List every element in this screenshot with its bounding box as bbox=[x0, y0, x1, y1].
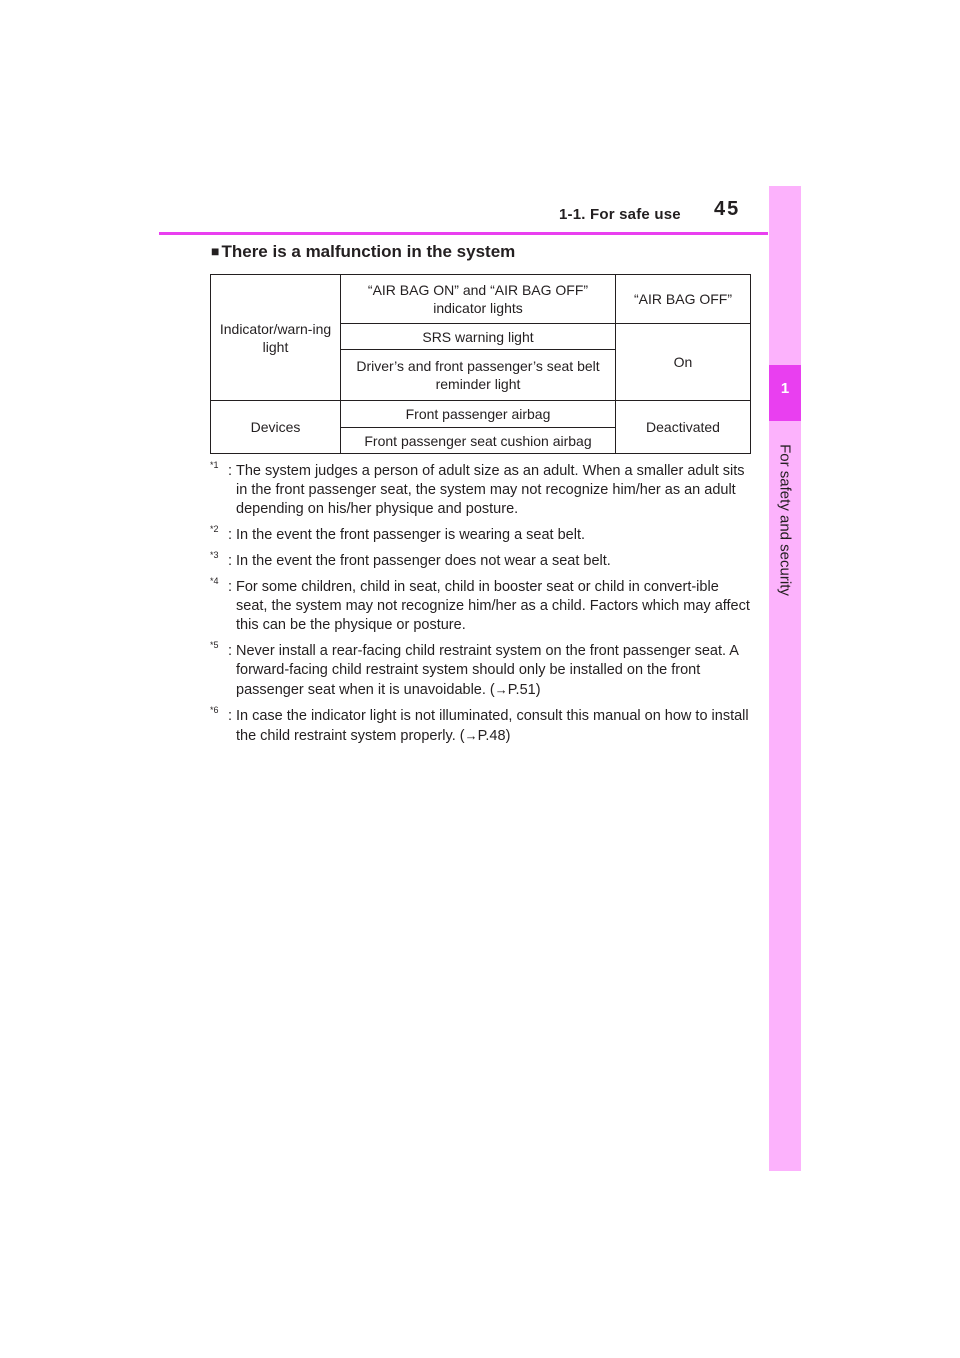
table-row bbox=[211, 275, 751, 324]
section-heading-text: There is a malfunction in the system bbox=[221, 242, 516, 261]
footnote-mark: *1 bbox=[210, 460, 219, 470]
footnote-item: *4 : For some children, child in seat, child in booster seat or child in convert-ible seat, the system may not recognize him/her as a child. Factors which may affect this can be the physique or posture. bbox=[210, 578, 750, 635]
table-cell: Front passenger seat cushion airbag bbox=[341, 428, 616, 454]
malfunction-status-table bbox=[210, 274, 751, 454]
chapter-title: For safety and security bbox=[776, 444, 794, 596]
page-reference-link[interactable]: P.51 bbox=[507, 682, 536, 698]
footnote-item: *2 : In the event the front passenger is wearing a seat belt. bbox=[210, 526, 750, 545]
footnote-text: The system judges a person of adult size as an adult. When a smaller adult sits in the front passenger seat, the system may not recognize him/her as an adult depending on his/her physique and posture. bbox=[236, 463, 745, 517]
table-cell: Deactivated bbox=[616, 401, 751, 454]
table-cell: Driver’s and front passenger’s seat belt reminder light bbox=[341, 350, 616, 401]
table-row bbox=[211, 401, 751, 428]
table-cell: On bbox=[616, 324, 751, 401]
chapter-number: 1 bbox=[780, 380, 790, 397]
header-divider bbox=[159, 232, 768, 235]
footnote-mark: *3 bbox=[210, 550, 219, 560]
footnote-item: *5 : Never install a rear-facing child restraint system on the front passenger seat. A forward-facing child restraint system should only be installed on the front passenger seat when it is unavoidable. (→P.51) bbox=[210, 642, 750, 700]
footnote-item: *1 : The system judges a person of adult size as an adult. When a smaller adult sits in the front passenger seat, the system may not recognize him/her as an adult depending on his/her physique and posture. bbox=[210, 462, 750, 519]
footnote-list bbox=[210, 462, 750, 753]
square-bullet-icon: ■ bbox=[211, 243, 220, 259]
footnote-text: In case the indicator light is not illuminated, consult this manual on how to install the child restraint system properly. ( bbox=[236, 708, 749, 744]
footnote-mark: *4 bbox=[210, 576, 219, 586]
footnote-mark: *2 bbox=[210, 524, 219, 534]
footnote-text: For some children, child in seat, child in booster seat or child in convert-ible seat, the system may not recognize him/her as a child. Factors which may affect this can be the physique or posture. bbox=[236, 579, 750, 633]
footnote-item: *3 : In the event the front passenger does not wear a seat belt. bbox=[210, 552, 750, 571]
table-cell: “AIR BAG ON” and “AIR BAG OFF” indicator lights bbox=[341, 275, 616, 324]
footnote-item: *6 : In case the indicator light is not illuminated, consult this manual on how to install the child restraint system properly. (→P.48) bbox=[210, 707, 750, 746]
arrow-right-icon: → bbox=[494, 682, 508, 697]
arrow-right-icon: → bbox=[464, 728, 478, 743]
page-number: 45 bbox=[714, 198, 741, 220]
section-heading bbox=[211, 242, 515, 262]
table-cell: Devices bbox=[211, 401, 341, 454]
table-cell: Front passenger airbag bbox=[341, 401, 616, 428]
table-cell: Indicator/warn-ing light bbox=[211, 275, 341, 401]
footnote-text: Never install a rear-facing child restraint system on the front passenger seat. A forward-facing child restraint system should only be installed on the front passenger seat when it is unavoidable. ( bbox=[236, 643, 739, 698]
page-reference-link[interactable]: P.48 bbox=[477, 728, 506, 744]
chapter-side-tab bbox=[769, 186, 801, 1171]
footnote-text: In the event the front passenger is wearing a seat belt. bbox=[236, 527, 586, 543]
table-cell: “AIR BAG OFF” bbox=[616, 275, 751, 324]
table-cell: SRS warning light bbox=[341, 324, 616, 350]
footnote-mark: *6 bbox=[210, 705, 219, 715]
section-title: 1-1. For safe use bbox=[559, 206, 681, 223]
footnote-text: In the event the front passenger does not wear a seat belt. bbox=[236, 553, 611, 569]
footnote-mark: *5 bbox=[210, 640, 219, 650]
